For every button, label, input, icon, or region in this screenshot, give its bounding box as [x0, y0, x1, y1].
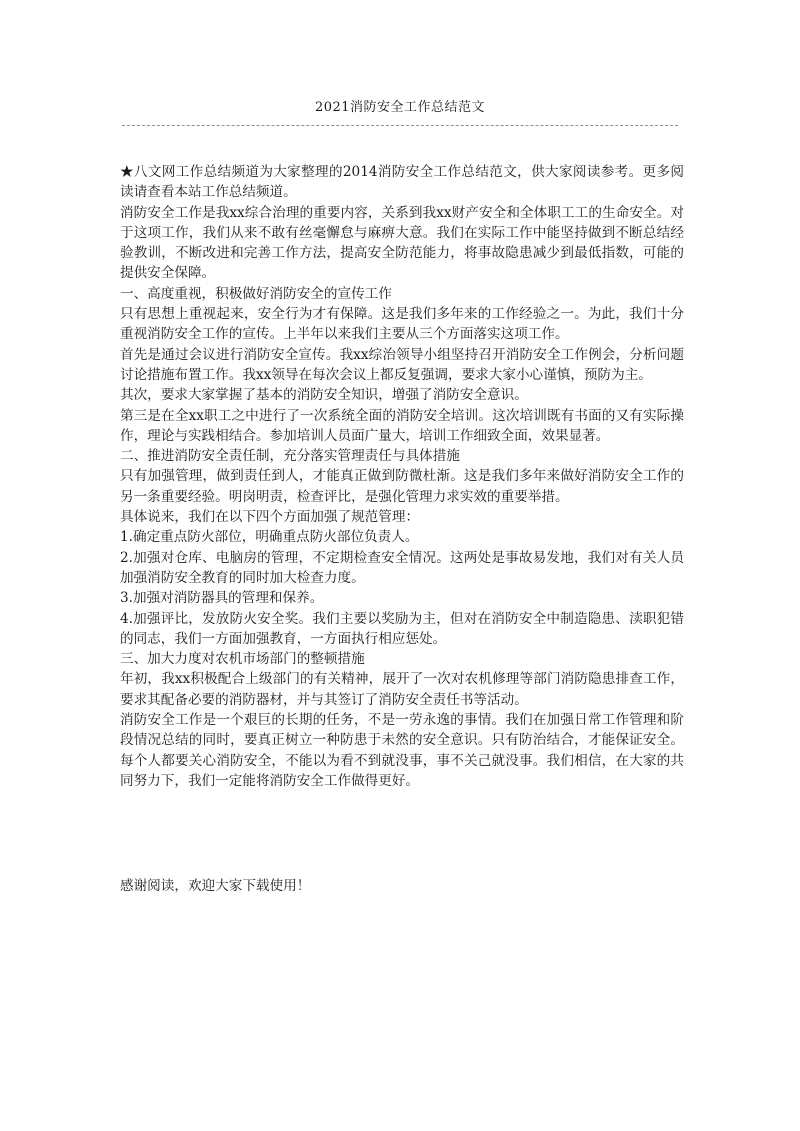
body-paragraph: 年初，我xx积极配合上级部门的有关精神，展开了一次对农机修理等部门消防隐患排查工作，要求其配备必要的消防器材，并与其签订了消防安全责任书等活动。 — [120, 671, 684, 708]
title-dashed-rule — [122, 125, 678, 126]
body-paragraph: 消防安全工作是我xx综合治理的重要内容，关系到我xx财产安全和全体职工工的生命安全。对于这项工作，我们从来不敢有丝毫懈怠与麻痹大意。我们在实际工作中能坚持做到不断总结经验教训，不断改进和完善工作方法，提高安全防范能力，将事故隐患减少到最低指数，可能的提供安全保障。 — [120, 204, 684, 282]
closing-note: 感谢阅读，欢迎大家下载使用！ — [120, 878, 311, 894]
document-title: 2021消防安全工作总结范文 — [314, 100, 486, 115]
list-item-1: 1.确定重点防火部位，明确重点防火部位负责人。 — [120, 529, 419, 546]
body-paragraph: 第三是在全xx职工之中进行了一次系统全面的消防安全培训。这次培训既有书面的又有实际操作，理论与实践相结合。参加培训人员面广量大，培训工作细致全面，效果显著。 — [120, 407, 684, 444]
section-heading-3: 三、加大力度对农机市场部门的整顿措施 — [120, 651, 365, 668]
section-heading-1: 一、高度重视，积极做好消防安全的宣传工作 — [120, 285, 392, 302]
list-item-3: 3.加强对消防器具的管理和保养。 — [120, 590, 324, 607]
body-paragraph: 具体说来，我们在以下四个方面加强了规范管理： — [120, 509, 420, 526]
document-body — [120, 162, 684, 791]
body-paragraph: 只有加强管理，做到责任到人，才能真正做到防微杜渐。这是我们多年来做好消防安全工作的另一条重要经验。明岗明责，检查评比，是强化管理力求实效的重要举措。 — [120, 468, 684, 505]
intro-paragraph: ★八文网工作总结频道为大家整理的2014消防安全工作总结范文，供大家阅读参考。更多阅读请查看本站工作总结频道。 — [120, 164, 684, 201]
body-paragraph: 首先是通过会议进行消防安全宣传。我xx综治领导小组坚持召开消防安全工作例会，分析问题讨论措施布置工作。我xx领导在每次会议上都反复强调，要求大家小心谨慎，预防为主。 — [120, 346, 684, 383]
list-item-4: 4.加强评比，发放防火安全奖。我们主要以奖励为主，但对在消防安全中制造隐患、渎职犯错的同志，我们一方面加强教育，一方面执行相应惩处。 — [120, 610, 684, 647]
body-paragraph: 其次，要求大家掌握了基本的消防安全知识，增强了消防安全意识。 — [120, 387, 528, 404]
list-item-2: 2.加强对仓库、电脑房的管理，不定期检查安全情况。这两处是事故易发地，我们对有关人员加强消防安全教育的同时加大检查力度。 — [120, 549, 684, 586]
section-heading-2: 二、推进消防安全责任制，充分落实管理责任与具体措施 — [120, 448, 460, 465]
conclusion-paragraph: 消防安全工作是一个艰巨的长期的任务，不是一劳永逸的事情。我们在加强日常工作管理和阶段情况总结的同时，要真正树立一种防患于未然的安全意识。只有防治结合，才能保证安全。每个人都要关心消防安全，不能以为看不到就没事，事不关己就没事。我们相信，在大家的共同努力下，我们一定能将消防安全工作做得更好。 — [120, 712, 684, 789]
body-paragraph: 只有思想上重视起来，安全行为才有保障。这是我们多年来的工作经验之一。为此，我们十分重视消防安全工作的宣传。上半年以来我们主要从三个方面落实这项工作。 — [120, 306, 684, 343]
